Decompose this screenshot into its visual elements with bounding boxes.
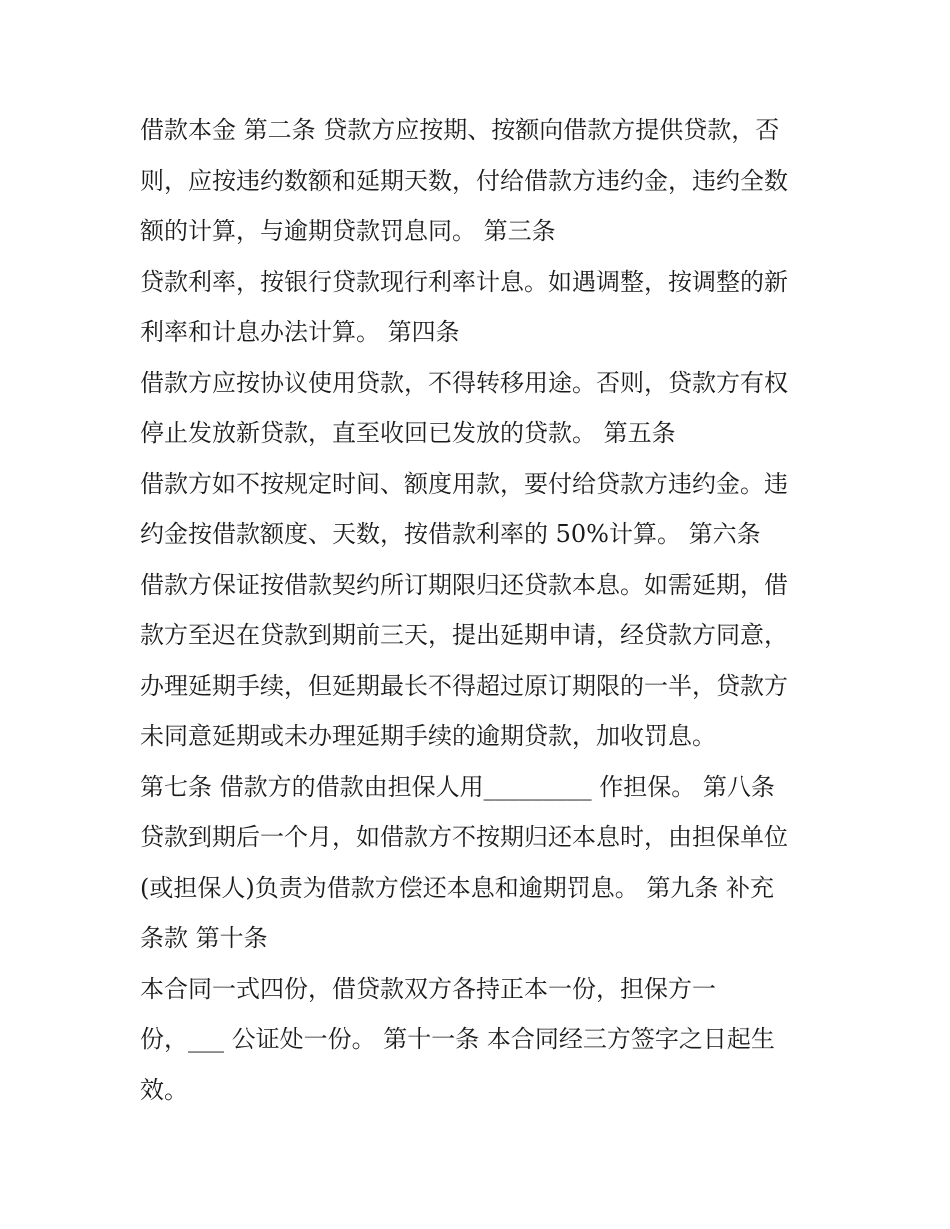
text-line: 办理延期手续，但延期最长不得超过原订期限的一半，贷款方 <box>140 671 788 700</box>
contract-text <box>140 110 820 1120</box>
text-line: 利率和计息办法计算。 第四条 <box>140 318 460 346</box>
text-line: 借款方如不按规定时间、额度用款，要付给贷款方违约金。违 <box>140 469 788 498</box>
text-line: 未同意延期或未办理延期手续的逾期贷款，加收罚息。 <box>140 722 716 750</box>
text-line: 借款本金 第二条 贷款方应按期、按额向借款方提供贷款，否 <box>140 116 780 144</box>
text-line: 效。 <box>140 1075 188 1104</box>
text-line: 款方至迟在贷款到期前三天，提出延期申请，经贷款方同意， <box>140 621 788 649</box>
text-line: 停止发放新贷款，直至收回已发放的贷款。 第五条 <box>140 419 676 447</box>
text-line: 贷款到期后一个月，如借款方不按期归还本息时，由担保单位 <box>140 823 788 851</box>
text-line: 额的计算，与逾期贷款罚息同。 第三条 <box>140 217 556 245</box>
text-line: 贷款利率，按银行贷款现行利率计息。如遇调整，按调整的新 <box>140 267 788 296</box>
text-line: 本合同一式四份，借贷款双方各持正本一份，担保方一 <box>140 974 716 1003</box>
text-line: 借款方保证按借款契约所订期限归还贷款本息。如需延期，借 <box>140 570 788 599</box>
text-line: 约金按借款额度、天数，按借款利率的 50%计算。 第六条 <box>140 520 761 548</box>
text-line: 第七条 借款方的借款由担保人用_________ 作担保。 第八条 <box>140 772 775 801</box>
text-line: 则，应按违约数额和延期天数，付给借款方违约金，违约全数 <box>140 166 788 195</box>
text-line: 借款方应按协议使用贷款，不得转移用途。否则，贷款方有权 <box>140 368 788 397</box>
text-line: 条款 第十条 <box>140 924 268 952</box>
text-line: 份，___ 公证处一份。 第十一条 本合同经三方签字之日起生 <box>140 1025 775 1053</box>
text-line: (或担保人)负责为借款方偿还本息和逾期罚息。 第九条 补充 <box>140 873 774 902</box>
